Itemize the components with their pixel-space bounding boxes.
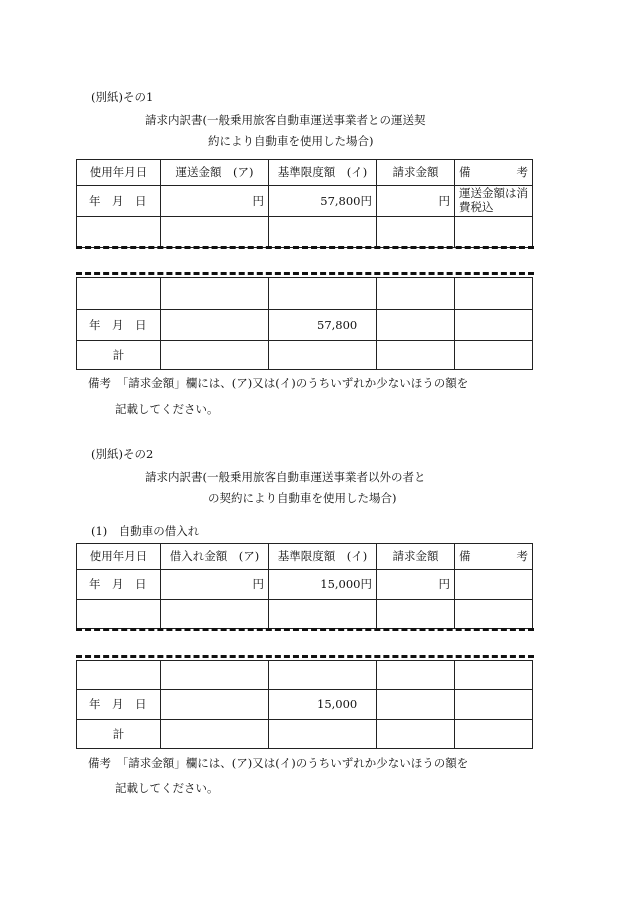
sheet1-break-bottom: [76, 272, 534, 275]
row1-remark: [455, 570, 533, 600]
sheet1-title-line1: 請求内訳書(一般乗用旅客自動車運送事業者との運送契: [145, 113, 426, 127]
header-limit: 基準限度額 (イ): [269, 160, 377, 186]
sheet2-title-line2: の契約により自動車を使用した場合): [208, 491, 397, 505]
row2-request: [377, 217, 455, 248]
sheet2-label: (別紙)その2: [91, 447, 154, 461]
row2-date: [77, 217, 161, 248]
row4-request: [377, 690, 455, 720]
row3-amount: [161, 661, 269, 690]
row2-limit: [269, 600, 377, 629]
header-request: 請求金額: [377, 544, 455, 570]
sheet1-title-line2: 約により自動車を使用した場合): [208, 134, 374, 148]
row3-remark: [455, 278, 533, 310]
sheet2-break-bottom: [76, 655, 534, 658]
row2-remark: [455, 600, 533, 629]
sheet2-table-upper: [76, 543, 533, 629]
sheet1-break-top: [76, 246, 534, 249]
sheet2-note-line1: 備考 「請求金額」欄には、(ア)又は(イ)のうちいずれか少ないほうの額を: [88, 756, 469, 770]
header-amount: 運送金額 (ア): [161, 160, 269, 186]
row2-request: [377, 600, 455, 629]
row3-limit: [269, 661, 377, 690]
sheet2-section-title: (1) 自動車の借入れ: [91, 524, 200, 538]
row3-request: [377, 661, 455, 690]
row1-date: 年 月 日: [77, 186, 161, 217]
row1-date: 年 月 日: [77, 570, 161, 600]
total-request: [377, 720, 455, 749]
header-use-date: 使用年月日: [77, 160, 161, 186]
sheet1-note-line1: 備考 「請求金額」欄には、(ア)又は(イ)のうちいずれか少ないほうの額を: [88, 376, 469, 390]
total-label: 計: [77, 341, 161, 370]
row4-date: 年 月 日: [77, 690, 161, 720]
total-limit: [269, 341, 377, 370]
header-remarks: 備 考: [455, 544, 533, 570]
row2-amount: [161, 600, 269, 629]
row1-remark: 運送金額は消費税込: [455, 186, 533, 217]
row4-remark: [455, 310, 533, 341]
row3-request: [377, 278, 455, 310]
header-amount: 借入れ金額 (ア): [161, 544, 269, 570]
total-label: 計: [77, 720, 161, 749]
sheet1-table-lower: [76, 277, 533, 370]
total-limit: [269, 720, 377, 749]
row4-limit: 15,000: [269, 690, 377, 720]
sheet2-break-top: [76, 628, 534, 631]
row2-date: [77, 600, 161, 629]
row2-amount: [161, 217, 269, 248]
row2-limit: [269, 217, 377, 248]
sheet1-label: (別紙)その1: [91, 90, 154, 104]
total-remark: [455, 720, 533, 749]
sheet2-title-line1: 請求内訳書(一般乗用旅客自動車運送事業者以外の者と: [145, 470, 426, 484]
row4-amount: [161, 690, 269, 720]
row4-remark: [455, 690, 533, 720]
row3-remark: [455, 661, 533, 690]
row1-amount: 円: [161, 186, 269, 217]
sheet2-table-lower: [76, 660, 533, 749]
total-amount: [161, 720, 269, 749]
row3-amount: [161, 278, 269, 310]
row1-request: 円: [377, 186, 455, 217]
row3-date: [77, 661, 161, 690]
total-request: [377, 341, 455, 370]
row3-date: [77, 278, 161, 310]
row3-limit: [269, 278, 377, 310]
header-limit: 基準限度額 (イ): [269, 544, 377, 570]
row4-date: 年 月 日: [77, 310, 161, 341]
total-amount: [161, 341, 269, 370]
row1-request: 円: [377, 570, 455, 600]
row2-remark: [455, 217, 533, 248]
row4-request: [377, 310, 455, 341]
total-remark: [455, 341, 533, 370]
header-remarks: 備 考: [455, 160, 533, 186]
row1-limit: 57,800円: [269, 186, 377, 217]
sheet2-note-line2: 記載してください。: [115, 781, 219, 795]
row1-amount: 円: [161, 570, 269, 600]
header-request: 請求金額: [377, 160, 455, 186]
sheet1-note-line2: 記載してください。: [115, 402, 219, 416]
row4-amount: [161, 310, 269, 341]
sheet1-table-upper: [76, 159, 533, 248]
row4-limit: 57,800: [269, 310, 377, 341]
header-use-date: 使用年月日: [77, 544, 161, 570]
row1-limit: 15,000円: [269, 570, 377, 600]
